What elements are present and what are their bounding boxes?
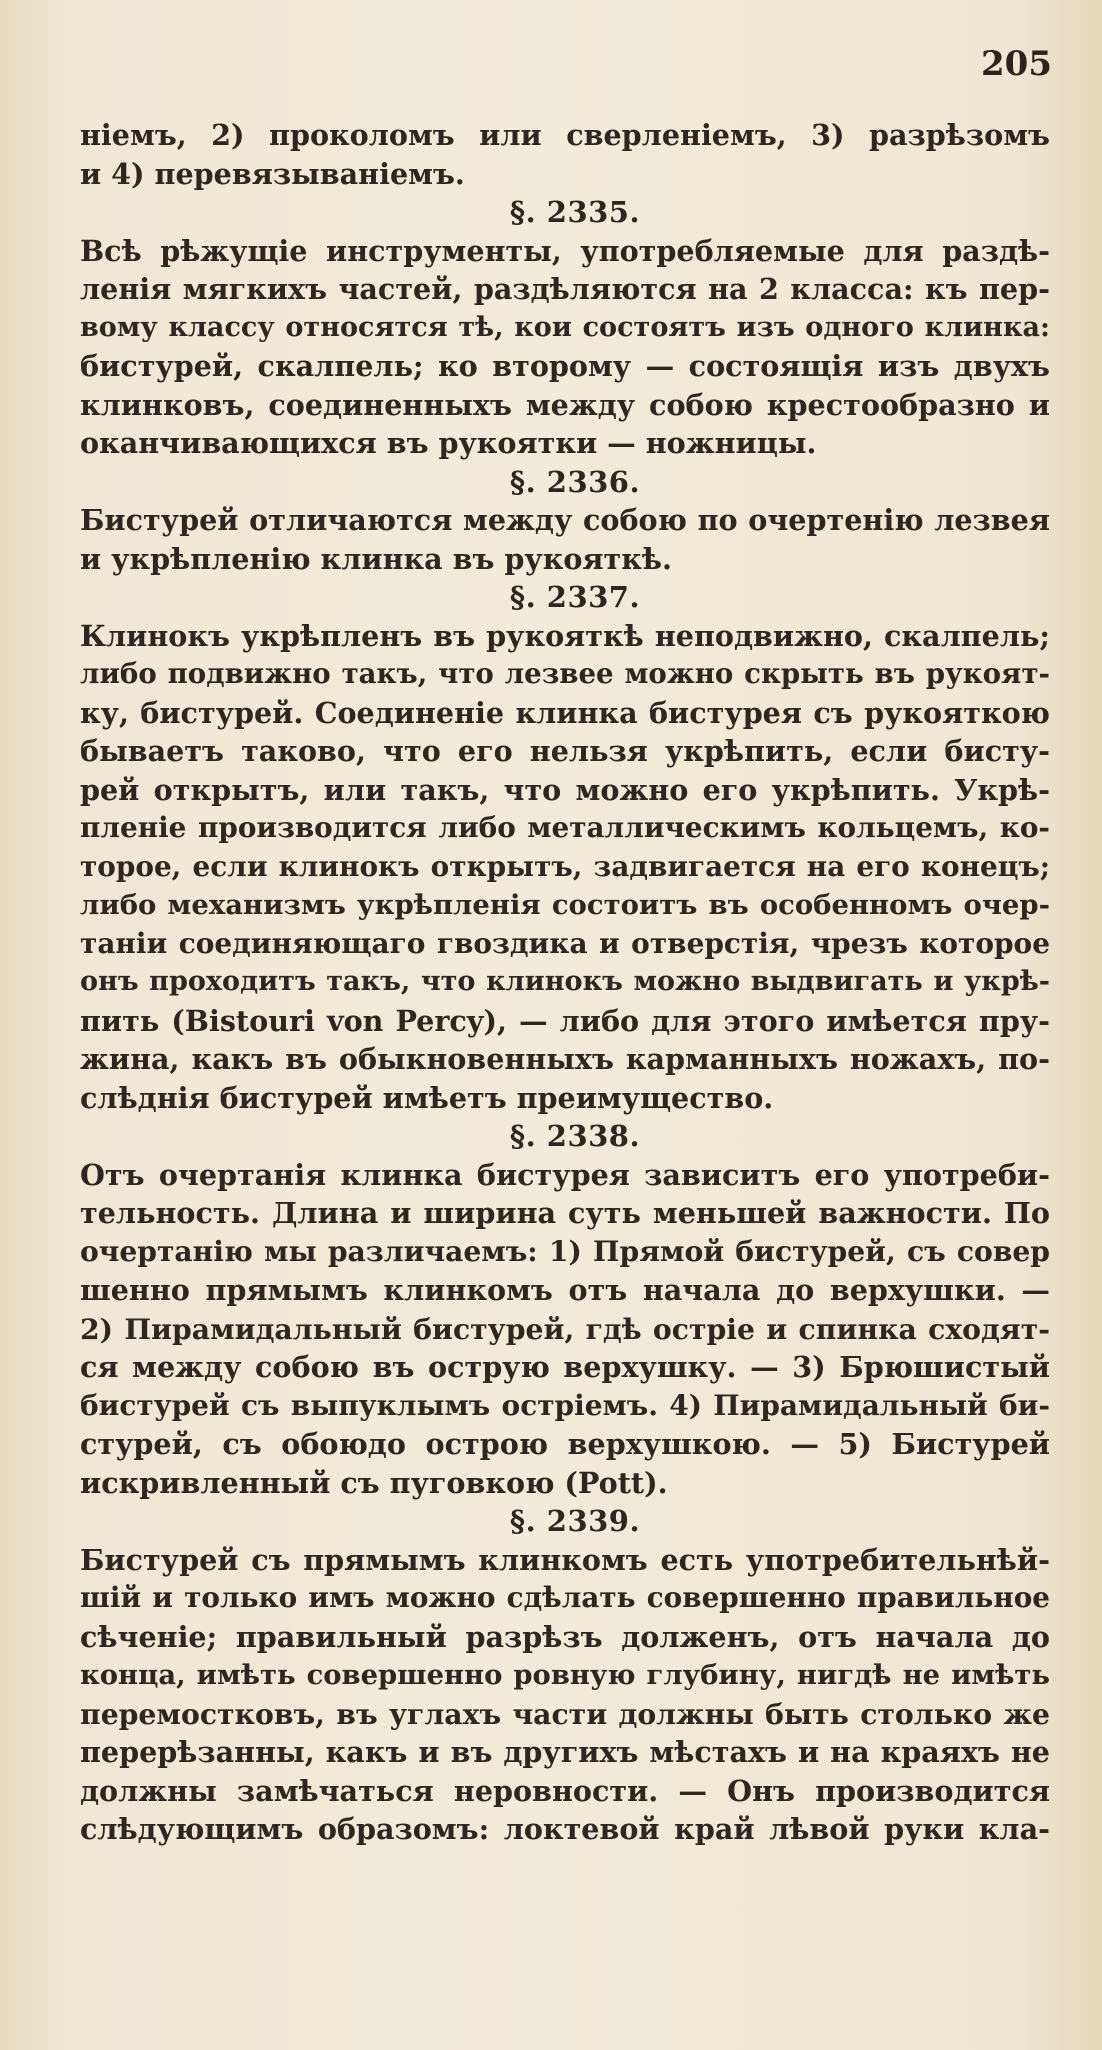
text-line: оканчивающихся въ рукоятки — ножницы. <box>80 426 817 460</box>
section-continuation <box>80 116 1050 193</box>
text-line: ся между собою въ острую верхушку. — 3) Брюшистый <box>80 1350 1050 1384</box>
text-line: тельность. Длина и ширина суть меньшей важности. По <box>80 1196 1050 1230</box>
text-line: Клинокъ укрѣпленъ въ рукояткѣ неподвижно, скалпель; <box>80 618 1050 653</box>
text-line: пленіе производится либо металлическимъ кольцемъ, ко- <box>80 811 1050 844</box>
text-line: онъ проходитъ такъ, что клинокъ можно выдвигать и укрѣ- <box>80 966 1050 997</box>
section-heading: §. 2339. <box>509 1504 641 1538</box>
text-line: стурей, съ обоюдо острою верхушкою. — 5) Бистурей <box>80 1427 1050 1461</box>
text-line: перемостковъ, въ углахъ части должны быть столько же <box>80 1696 1050 1731</box>
section-heading: §. 2336. <box>509 464 641 499</box>
text-line: либо механизмъ укрѣпленія состоитъ въ особенномъ очер- <box>80 889 1050 921</box>
text-line: жина, какъ въ обыкновенныхъ карманныхъ ножахъ, по- <box>80 1042 1050 1076</box>
text-line: бываетъ таково, что его нельзя укрѣпить, если бисту- <box>80 734 1050 768</box>
text-line: слѣдующимъ образомъ: локтевой край лѣвой руки кла- <box>80 1812 1050 1846</box>
text-line: ленія мягкихъ частей, раздѣляются на 2 класса: къ пер- <box>80 272 1050 306</box>
text-line: Отъ очертанія клинка бистурея зависитъ его употреби- <box>80 1157 1050 1192</box>
page-body <box>80 116 1050 1849</box>
text-line: рей открытъ, или такъ, что можно его укрѣпить. Укрѣ- <box>80 772 1050 807</box>
text-line: шій и только имъ можно сдѣлать совершенно правильное <box>80 1581 1050 1614</box>
text-line: перерѣзанны, какъ и въ другихъ мѣстахъ и на краяхъ не <box>80 1735 1050 1769</box>
text-line: ку, бистурей. Соединеніе клинка бистурея съ рукояткою <box>80 695 1050 730</box>
text-line: Бистурей отличаются между собою по очертенію лезвея <box>80 503 1050 537</box>
text-line: пить (Bistouri von Percy), — либо для этого имѣется пру- <box>80 1003 1050 1038</box>
section-2337 <box>80 578 1050 1117</box>
text-line: Бистурей съ прямымъ клинкомъ есть употребительнѣй- <box>80 1542 1050 1577</box>
text-line: клинковъ, соединенныхъ между собою крестообразно и <box>80 387 1050 422</box>
text-line: бистурей, скалпель; ко второму — состоящія изъ двухъ <box>80 349 1050 383</box>
text-line: торое, если клинокъ открытъ, задвигается на его конецъ; <box>80 849 1050 883</box>
section-heading: §. 2337. <box>509 580 641 614</box>
text-line: таніи соединяющаго гвоздика и отверстія, чрезъ которое <box>80 926 1050 960</box>
text-line: шенно прямымъ клинкомъ отъ начала до верхушки. — <box>80 1273 1050 1307</box>
text-line: искривленный съ пуговкою (Pott). <box>80 1465 668 1500</box>
text-line: и 4) перевязываніемъ. <box>80 156 465 191</box>
text-line: вому классу относятся тѣ, кои состоятъ изъ одного клинка: <box>80 311 1050 343</box>
section-heading: §. 2338. <box>509 1119 641 1153</box>
text-line: очертанію мы различаемъ: 1) Прямой бистурей, съ совер <box>80 1234 1050 1268</box>
text-line: и укрѣпленію клинка въ рукояткѣ. <box>80 541 672 576</box>
section-2336 <box>80 463 1050 579</box>
section-2338 <box>80 1117 1050 1502</box>
section-2335 <box>80 193 1050 463</box>
text-line: сѣченіе; правильный разрѣзъ долженъ, отъ начала до <box>80 1619 1050 1654</box>
text-line: 2) Пирамидальный бистурей, гдѣ остріе и спинка сходят- <box>80 1311 1050 1346</box>
page-number: 205 <box>981 44 1052 84</box>
text-line: Всѣ рѣжущіе инструменты, употребляемые для раздѣ- <box>80 233 1050 268</box>
text-line: слѣднія бистурей имѣетъ преимущество. <box>80 1080 774 1115</box>
text-line: конца, имѣть совершенно ровную глубину, нигдѣ не имѣть <box>80 1659 1050 1691</box>
text-line: либо подвижно такъ, что лезвее можно скрыть въ рукоят- <box>80 657 1050 690</box>
text-line: ніемъ, 2) проколомъ или сверленіемъ, 3) разрѣзомъ <box>80 118 1050 152</box>
section-2339 <box>80 1502 1050 1849</box>
text-line: должны замѣчаться неровности. — Онъ производится <box>80 1773 1050 1808</box>
text-line: бистурей съ выпуклымъ остріемъ. 4) Пирамидальный би- <box>80 1388 1050 1422</box>
section-heading: §. 2335. <box>509 195 641 229</box>
